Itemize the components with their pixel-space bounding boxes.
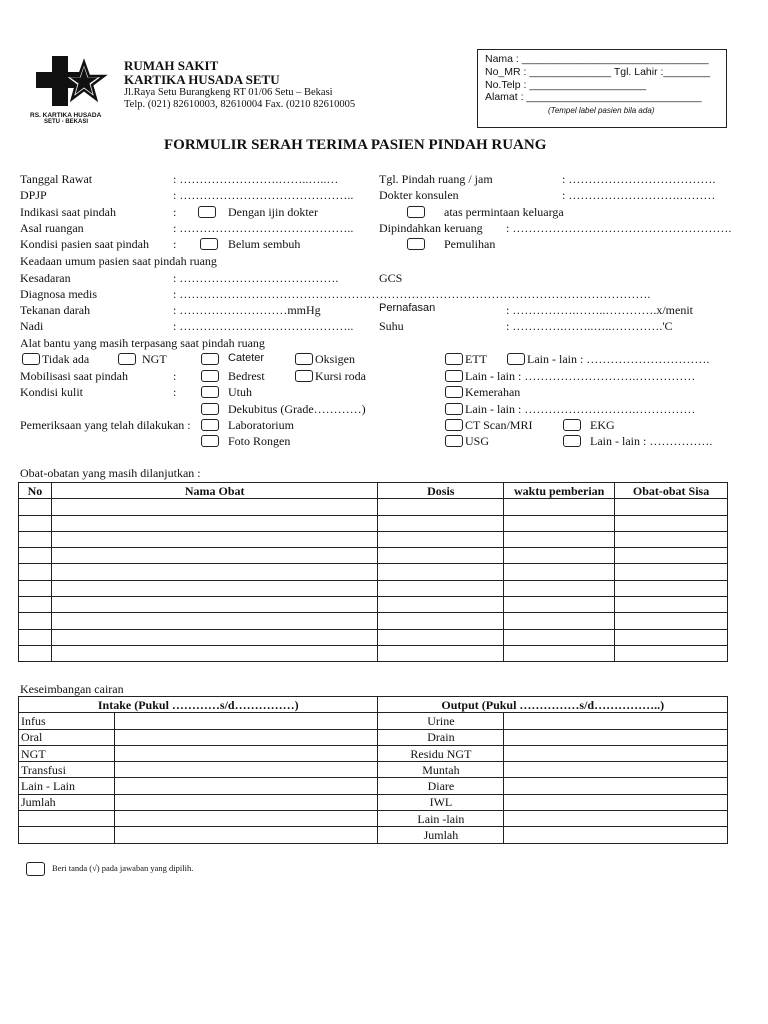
- checkbox-kemerahan[interactable]: [445, 386, 463, 398]
- dots-pernafasan[interactable]: : …………….……..………….x/menit: [506, 303, 693, 317]
- obat-cell[interactable]: [378, 613, 504, 629]
- hospital-address: Jl.Raya Setu Burangkeng RT 01/06 Setu – Bekasi: [124, 87, 333, 98]
- obat-cell[interactable]: [615, 564, 728, 580]
- obat-cell[interactable]: [19, 629, 52, 645]
- obat-cell[interactable]: [51, 564, 377, 580]
- obat-cell[interactable]: [51, 613, 377, 629]
- obat-cell[interactable]: [378, 515, 504, 531]
- obat-cell[interactable]: [51, 645, 377, 661]
- label-cateter: Cateter: [228, 352, 265, 364]
- obat-cell[interactable]: [19, 548, 52, 564]
- label-alat-bantu: Alat bantu yang masih terpasang saat pindah ruang: [20, 336, 265, 350]
- checkbox-usg[interactable]: [445, 435, 463, 447]
- obat-cell[interactable]: [378, 580, 504, 596]
- intake-label: Transfusi: [19, 762, 115, 778]
- output-label: Residu NGT: [378, 745, 504, 761]
- label-dipindahkan: Dipindahkan keruang: [379, 221, 483, 235]
- checkbox-ijin-dokter[interactable]: [198, 206, 216, 218]
- patient-name-field[interactable]: Nama : ________________________________: [485, 53, 709, 65]
- output-value[interactable]: [504, 778, 728, 794]
- table-row: [19, 811, 728, 827]
- dots-dpjp[interactable]: : ……………………………………..: [173, 188, 354, 202]
- table-row: [19, 531, 728, 547]
- obat-cell[interactable]: [615, 531, 728, 547]
- obat-cell[interactable]: [615, 645, 728, 661]
- header-no: No: [19, 483, 52, 499]
- obat-cell[interactable]: [615, 548, 728, 564]
- cross-star-logo-icon: [32, 54, 108, 110]
- output-label: Jumlah: [378, 827, 504, 843]
- checkbox-dekubitus[interactable]: [201, 403, 219, 415]
- label-diagnosa: Diagnosa medis: [20, 287, 97, 301]
- checkbox-ct-scan[interactable]: [445, 419, 463, 431]
- output-label: Urine: [378, 713, 504, 729]
- checkbox-kursi-roda[interactable]: [295, 370, 313, 382]
- hospital-name-line2: KARTIKA HUSADA SETU: [124, 72, 280, 87]
- obat-cell[interactable]: [378, 645, 504, 661]
- obat-cell[interactable]: [19, 580, 52, 596]
- table-row: [19, 778, 728, 794]
- obat-cell[interactable]: [504, 629, 615, 645]
- obat-cell[interactable]: [504, 564, 615, 580]
- label-dekubitus: Dekubitus (Grade…………): [228, 402, 366, 416]
- obat-cell[interactable]: [378, 564, 504, 580]
- hospital-phone: Telp. (021) 82610003, 82610004 Fax. (0210 82610005: [124, 99, 356, 110]
- obat-cell[interactable]: [615, 613, 728, 629]
- label-gcs: GCS: [379, 271, 403, 285]
- dots-dipindahkan[interactable]: : ……………………………………………….: [506, 221, 732, 235]
- intake-label: Infus: [19, 713, 115, 729]
- label-alat-lain: Lain - lain : ………………………….: [527, 352, 710, 366]
- label-kesadaran: Kesadaran: [20, 271, 71, 285]
- table-row: [19, 515, 728, 531]
- obat-cell[interactable]: [615, 629, 728, 645]
- label-bedrest: Bedrest: [228, 369, 265, 383]
- checkbox-alat-lain[interactable]: [507, 353, 525, 365]
- obat-cell[interactable]: [19, 515, 52, 531]
- dots-dokter-konsulen[interactable]: : ……………………….………: [562, 188, 716, 202]
- label-asal-ruangan: Asal ruangan: [20, 221, 84, 235]
- label-pemulihan: Pemulihan: [444, 237, 496, 251]
- table-row: [19, 548, 728, 564]
- header-waktu-pemberian: waktu pemberian: [504, 483, 615, 499]
- checkbox-permintaan-keluarga[interactable]: [407, 206, 425, 218]
- obat-cell[interactable]: [19, 597, 52, 613]
- checkbox-belum-sembuh[interactable]: [200, 238, 218, 250]
- hospital-logo: [30, 54, 114, 126]
- checkbox-cateter[interactable]: [201, 353, 219, 365]
- output-value[interactable]: [504, 713, 728, 729]
- header-intake: Intake (Pukul …………s/d……………): [19, 697, 378, 713]
- output-label: Muntah: [378, 762, 504, 778]
- patient-phone-field[interactable]: No.Telp : ____________________: [485, 79, 647, 91]
- dots-tanggal-rawat[interactable]: : …………………….……..…..…: [173, 172, 339, 186]
- colon-kondisi: :: [173, 237, 177, 251]
- label-ct-scan: CT Scan/MRI: [465, 418, 533, 432]
- obat-cell[interactable]: [504, 499, 615, 515]
- table-row: [19, 564, 728, 580]
- label-permintaan-keluarga: atas permintaan keluarga: [444, 205, 564, 219]
- checkbox-kulit-lain[interactable]: [445, 403, 463, 415]
- label-tanggal-rawat: Tanggal Rawat: [20, 172, 93, 186]
- label-ngt: NGT: [142, 352, 167, 366]
- checkbox-foto-rongen[interactable]: [201, 435, 219, 447]
- label-ijin-dokter: Dengan ijin dokter: [228, 205, 318, 219]
- label-kondisi-kulit: Kondisi kulit: [20, 385, 84, 399]
- obat-cell[interactable]: [378, 597, 504, 613]
- label-kulit-lain: Lain - lain : ……………………….……………: [465, 402, 696, 416]
- header-dosis: Dosis: [378, 483, 504, 499]
- obat-cell[interactable]: [378, 499, 504, 515]
- output-label: IWL: [378, 794, 504, 810]
- label-dpjp: DPJP: [20, 188, 47, 202]
- label-utuh: Utuh: [228, 385, 252, 399]
- obat-cell[interactable]: [51, 597, 377, 613]
- checkbox-pemeriksaan-lain[interactable]: [563, 435, 581, 447]
- obat-cell[interactable]: [615, 580, 728, 596]
- dots-tgl-pindah[interactable]: : ……………………………….: [562, 172, 716, 186]
- checkbox-pemulihan[interactable]: [407, 238, 425, 250]
- colon-mobilisasi: :: [173, 369, 177, 383]
- intake-label: Jumlah: [19, 794, 115, 810]
- dots-asal-ruangan[interactable]: : ……………………………………..: [173, 221, 354, 235]
- label-laboratorium: Laboratorium: [228, 418, 294, 432]
- label-oksigen: Oksigen: [315, 352, 355, 366]
- intake-label: [19, 811, 115, 827]
- table-row: [19, 629, 728, 645]
- cairan-table: [18, 696, 728, 844]
- cairan-header-row: [19, 697, 728, 713]
- output-value[interactable]: [504, 811, 728, 827]
- label-foto-rongen: Foto Rongen: [228, 434, 291, 448]
- intake-value[interactable]: [114, 713, 378, 729]
- label-ett: ETT: [465, 352, 487, 366]
- label-dokter-konsulen: Dokter konsulen: [379, 188, 459, 202]
- logo-caption-2: SETU - BEKASI: [44, 119, 89, 125]
- output-value[interactable]: [504, 762, 728, 778]
- obat-cell[interactable]: [504, 580, 615, 596]
- obat-cell[interactable]: [51, 548, 377, 564]
- label-pemeriksaan-lain: Lain - lain : …………….: [590, 434, 713, 448]
- label-belum-sembuh: Belum sembuh: [228, 237, 301, 251]
- label-ekg: EKG: [590, 418, 615, 432]
- label-kemerahan: Kemerahan: [465, 385, 521, 399]
- checkbox-tidak-ada[interactable]: [22, 353, 40, 365]
- intake-label: [19, 827, 115, 843]
- table-row: [19, 597, 728, 613]
- colon-indikasi: :: [173, 205, 177, 219]
- header-nama-obat: Nama Obat: [51, 483, 377, 499]
- checkbox-bedrest[interactable]: [201, 370, 219, 382]
- obat-header-row: [19, 483, 728, 499]
- checkbox-oksigen[interactable]: [295, 353, 313, 365]
- obat-cell[interactable]: [504, 548, 615, 564]
- patient-label-note: (Tempel label pasien bila ada): [548, 106, 655, 115]
- form-title: FORMULIR SERAH TERIMA PASIEN PINDAH RUANG: [164, 137, 547, 153]
- checkbox-mobilisasi-lain[interactable]: [445, 370, 463, 382]
- label-kondisi-pasien: Kondisi pasien saat pindah: [20, 237, 149, 251]
- obat-cell[interactable]: [19, 564, 52, 580]
- obat-cell[interactable]: [51, 580, 377, 596]
- intake-label: Oral: [19, 729, 115, 745]
- header-obat-sisa: Obat-obat Sisa: [615, 483, 728, 499]
- obat-cell[interactable]: [19, 645, 52, 661]
- obat-cell[interactable]: [504, 531, 615, 547]
- intake-label: NGT: [19, 745, 115, 761]
- obat-table: [18, 482, 728, 662]
- output-value[interactable]: [504, 794, 728, 810]
- obat-cell[interactable]: [19, 613, 52, 629]
- output-label: Lain -lain: [378, 811, 504, 827]
- checkbox-laboratorium[interactable]: [201, 419, 219, 431]
- checkbox-ett[interactable]: [445, 353, 463, 365]
- intake-value[interactable]: [114, 762, 378, 778]
- label-pemeriksaan: Pemeriksaan yang telah dilakukan :: [20, 418, 191, 432]
- label-tgl-pindah: Tgl. Pindah ruang / jam: [379, 172, 493, 186]
- obat-cell[interactable]: [615, 515, 728, 531]
- obat-cell[interactable]: [504, 597, 615, 613]
- table-row: [19, 827, 728, 843]
- label-nadi: Nadi: [20, 319, 44, 333]
- label-suhu: Suhu: [379, 319, 404, 333]
- checkbox-utuh[interactable]: [201, 386, 219, 398]
- dots-diagnosa[interactable]: : ……………………………………………………………………………………………………….: [173, 287, 651, 301]
- checkbox-ngt[interactable]: [118, 353, 136, 365]
- logo-caption-1: RS. KARTIKA HUSADA: [30, 112, 102, 119]
- output-label: Drain: [378, 729, 504, 745]
- intake-value[interactable]: [114, 729, 378, 745]
- output-label: Diare: [378, 778, 504, 794]
- checkbox-legend: [26, 862, 45, 876]
- table-row: [19, 713, 728, 729]
- intake-value[interactable]: [114, 827, 378, 843]
- label-tekanan-darah: Tekanan darah: [20, 303, 91, 317]
- output-value[interactable]: [504, 729, 728, 745]
- label-indikasi: Indikasi saat pindah: [20, 205, 116, 219]
- table-row: [19, 645, 728, 661]
- hospital-name-line1: RUMAH SAKIT: [124, 58, 219, 73]
- obat-cell[interactable]: [378, 629, 504, 645]
- label-pernafasan: Pernafasan: [379, 302, 436, 314]
- intake-label: Lain - Lain: [19, 778, 115, 794]
- label-tidak-ada: Tidak ada: [42, 352, 90, 366]
- intake-value[interactable]: [114, 778, 378, 794]
- output-value[interactable]: [504, 745, 728, 761]
- dots-suhu[interactable]: : ………….……..…..………….'C: [506, 319, 673, 333]
- obat-cell[interactable]: [51, 499, 377, 515]
- dots-nadi[interactable]: : ……………………………………..: [173, 319, 354, 333]
- dots-tekanan-darah[interactable]: : ………………………mmHg: [173, 303, 321, 317]
- table-row: [19, 613, 728, 629]
- obat-cell[interactable]: [615, 597, 728, 613]
- footer-note: Beri tanda (√) pada jawaban yang dipilih.: [52, 863, 194, 873]
- label-kursi-roda: Kursi roda: [315, 369, 366, 383]
- obat-cell[interactable]: [19, 531, 52, 547]
- obat-cell[interactable]: [378, 548, 504, 564]
- intake-value[interactable]: [114, 745, 378, 761]
- header-output: Output (Pukul ……………s/d……………..): [378, 697, 728, 713]
- intake-value[interactable]: [114, 811, 378, 827]
- obat-cell[interactable]: [51, 531, 377, 547]
- patient-address-field[interactable]: Alamat : ______________________________: [485, 91, 702, 103]
- label-keadaan-umum: Keadaan umum pasien saat pindah ruang: [20, 254, 217, 268]
- obat-cell[interactable]: [615, 499, 728, 515]
- obat-cell[interactable]: [504, 515, 615, 531]
- intake-value[interactable]: [114, 794, 378, 810]
- obat-cell[interactable]: [51, 629, 377, 645]
- checkbox-ekg[interactable]: [563, 419, 581, 431]
- table-row: [19, 794, 728, 810]
- obat-cell[interactable]: [504, 613, 615, 629]
- table-row: [19, 745, 728, 761]
- table-row: [19, 762, 728, 778]
- label-usg: USG: [465, 434, 490, 448]
- label-mobilisasi: Mobilisasi saat pindah: [20, 369, 128, 383]
- label-mobilisasi-lain: Lain - lain : ……………………….……………: [465, 369, 696, 383]
- label-obat: Obat-obatan yang masih dilanjutkan :: [20, 466, 201, 480]
- table-row: [19, 580, 728, 596]
- obat-cell[interactable]: [51, 515, 377, 531]
- colon-kondisi-kulit: :: [173, 385, 177, 399]
- table-row: [19, 729, 728, 745]
- output-value[interactable]: [504, 827, 728, 843]
- obat-cell[interactable]: [378, 531, 504, 547]
- label-cairan: Keseimbangan cairan: [20, 682, 124, 696]
- table-row: [19, 499, 728, 515]
- obat-cell[interactable]: [19, 499, 52, 515]
- obat-cell[interactable]: [504, 645, 615, 661]
- dots-kesadaran[interactable]: : ………………………………….: [173, 271, 339, 285]
- patient-mr-field[interactable]: No_MR : ______________ Tgl. Lahir :________: [485, 66, 711, 78]
